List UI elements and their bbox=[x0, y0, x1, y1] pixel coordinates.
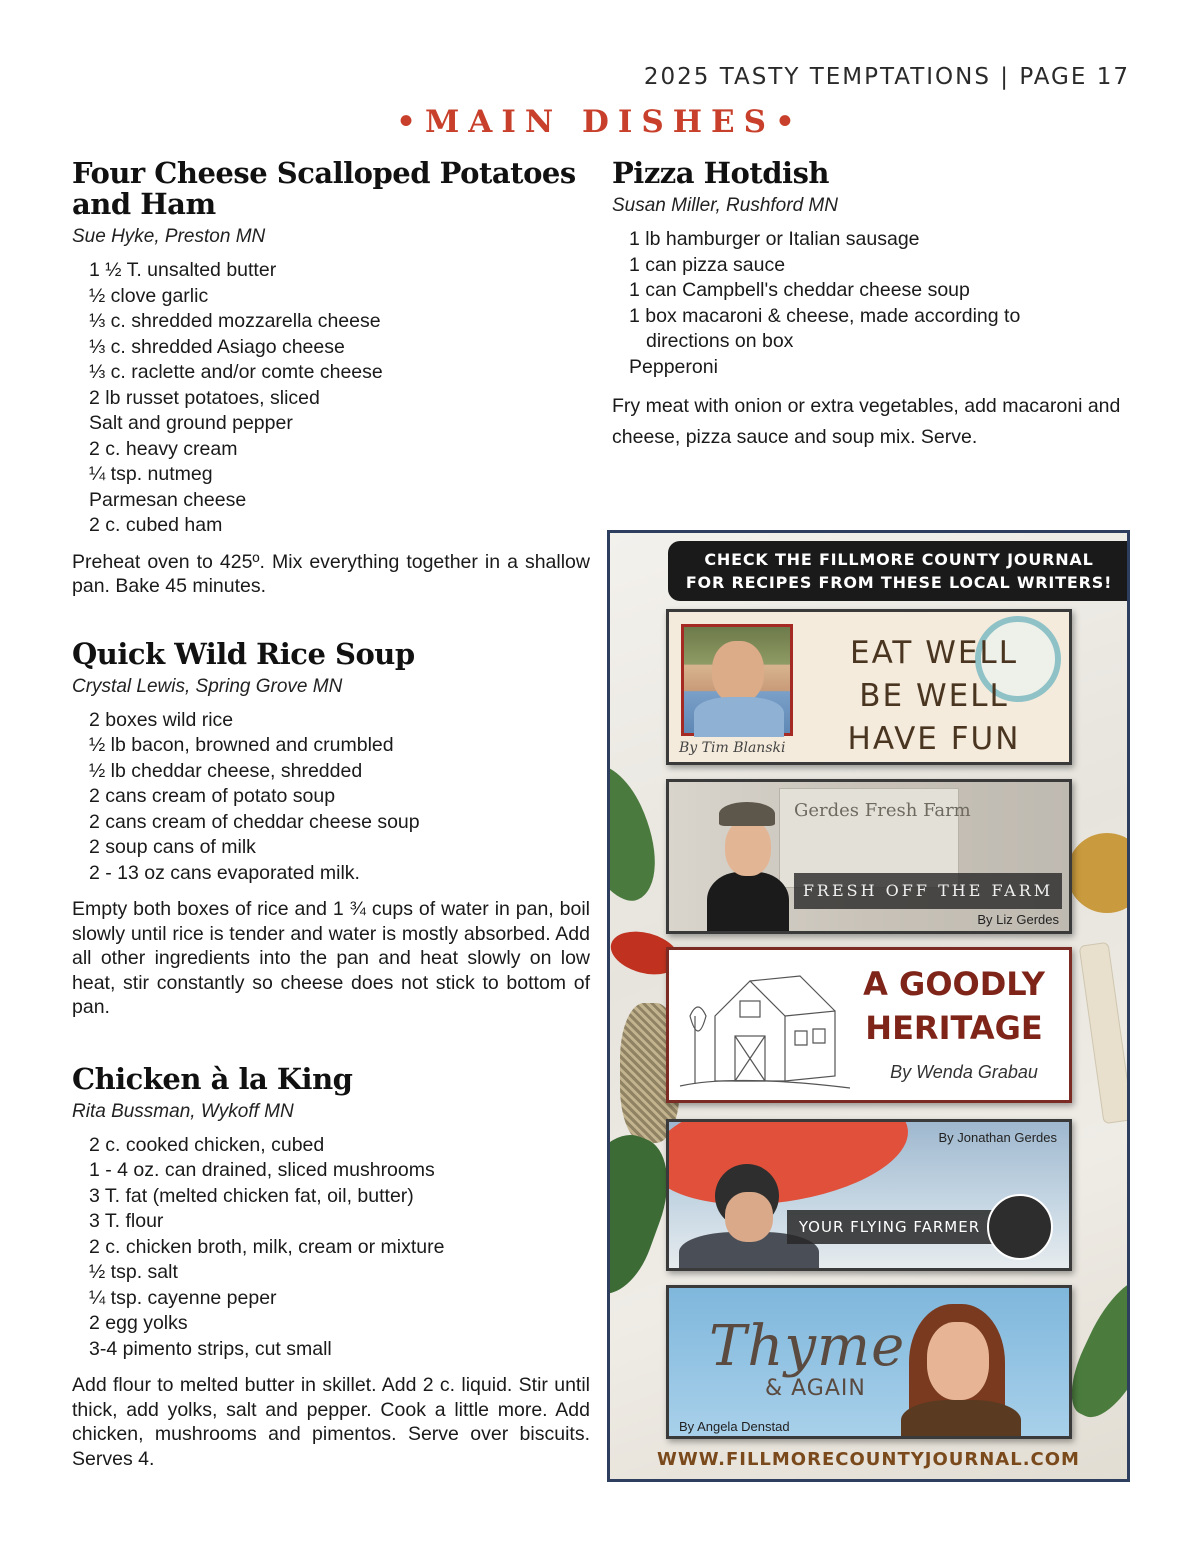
ingredient: ½ lb bacon, browned and crumbled bbox=[89, 734, 394, 756]
photo-face bbox=[712, 641, 764, 703]
ingredient: 2 c. cooked chicken, cubed bbox=[89, 1133, 325, 1156]
column-byline: By Liz Gerdes bbox=[977, 912, 1059, 927]
recipe-author: Crystal Lewis, Spring Grove MN bbox=[72, 675, 343, 697]
ingredient-continuation bbox=[629, 329, 1132, 355]
recipe-title: Quick Wild Rice Soup bbox=[72, 636, 415, 671]
recipe-author: Rita Bussman, Wykoff MN bbox=[72, 1100, 294, 1122]
author-photo bbox=[681, 624, 793, 736]
column-goodly-heritage[interactable] bbox=[666, 947, 1072, 1103]
recipe-author: Sue Hyke, Preston MN bbox=[72, 226, 266, 247]
recipe-directions: Empty both boxes of rice and 1 ¾ cups of water in pan, boil slowly until rice is tender and water is mostly absorbed. Add all other ingredients into the pan and heat slowly on low heat, stir constantly so cheese does not stick to bottom of pan. bbox=[72, 898, 590, 1018]
ingredient: 2 c. chicken broth, milk, cream or mixture bbox=[89, 1235, 445, 1258]
ingredient: ½ tsp. salt bbox=[89, 1261, 178, 1283]
title-line: HAVE FUN bbox=[847, 721, 1021, 757]
photo-cap bbox=[719, 802, 775, 826]
column-thyme-and-again[interactable] bbox=[666, 1285, 1072, 1439]
farm-logo-icon bbox=[987, 1194, 1053, 1260]
ingredient: 1 lb hamburger or Italian sausage bbox=[629, 228, 920, 250]
ingredient: 2 lb russet potatoes, sliced bbox=[89, 386, 320, 409]
right-column bbox=[612, 158, 1132, 453]
photo-face bbox=[725, 1192, 773, 1242]
ingredient: 2 soup cans of milk bbox=[89, 836, 256, 858]
recipe-directions: Fry meat with onion or extra vegetables, add macaroni and cheese, pizza sauce and soup mix. Serve. bbox=[612, 395, 1121, 448]
banner-line: CHECK THE FILLMORE COUNTY JOURNAL bbox=[704, 550, 1094, 569]
photo-body bbox=[901, 1400, 1021, 1439]
ingredient: 2 cans cream of cheddar cheese soup bbox=[89, 810, 420, 833]
column-title bbox=[819, 632, 1049, 761]
column-byline: By Angela Denstad bbox=[679, 1419, 790, 1434]
ingredient: 2 - 13 oz cans evaporated milk. bbox=[89, 861, 360, 884]
column-eat-well[interactable] bbox=[666, 609, 1072, 765]
ingredient: 3-4 pimento strips, cut small bbox=[89, 1337, 332, 1360]
ingredient: 1 - 4 oz. can drained, sliced mushrooms bbox=[89, 1159, 435, 1181]
recipe-directions: Preheat oven to 425º. Mix everything together in a shallow pan. Bake 45 minutes. bbox=[72, 550, 590, 597]
column-flying-farmer[interactable] bbox=[666, 1119, 1072, 1271]
ingredient: 1 box macaroni & cheese, made according to bbox=[629, 304, 1021, 327]
ingredient-continued-text: directions on box bbox=[646, 330, 794, 352]
column-byline: By Jonathan Gerdes bbox=[938, 1130, 1057, 1145]
ingredient: ½ lb cheddar cheese, shredded bbox=[89, 759, 363, 782]
ingredient: 2 c. heavy cream bbox=[89, 437, 238, 460]
ingredient: ⅓ c. shredded Asiago cheese bbox=[89, 335, 345, 358]
recipe-title: Four Cheese Scalloped Potatoes and Ham bbox=[72, 156, 576, 221]
ingredient: 1 ½ T. unsalted butter bbox=[89, 259, 277, 281]
photo-body bbox=[707, 872, 789, 934]
ingredient: Salt and ground pepper bbox=[89, 412, 293, 434]
title-line: EAT WELL bbox=[850, 635, 1018, 671]
ingredient: ¼ tsp. nutmeg bbox=[89, 463, 213, 485]
ingredient-list bbox=[629, 227, 1132, 380]
farm-sign-text: Gerdes Fresh Farm bbox=[794, 800, 971, 821]
ingredient: Pepperoni bbox=[629, 355, 718, 378]
photo-face bbox=[725, 820, 771, 876]
recipe-title: Chicken à la King bbox=[72, 1061, 353, 1096]
column-title: YOUR FLYING FARMER bbox=[787, 1210, 992, 1244]
ingredient-list bbox=[89, 258, 590, 539]
column-title: FRESH OFF THE FARM bbox=[794, 873, 1062, 909]
ingredient: ⅓ c. raclette and/or comte cheese bbox=[89, 361, 383, 383]
column-byline: By Wenda Grabau bbox=[890, 1062, 1038, 1082]
ingredient: 1 can Campbell's cheddar cheese soup bbox=[629, 279, 970, 301]
recipe-directions: Add flour to melted butter in skillet. Add 2 c. liquid. Stir until thick, add yolks, salt and pepper. Cook a little more. Add chicken, mushrooms and pimentos. Serve over biscuits. Serves 4. bbox=[72, 1374, 590, 1470]
paraglider-wing bbox=[666, 1119, 915, 1220]
column-subtitle: & AGAIN bbox=[765, 1376, 866, 1401]
recipe-author: Susan Miller, Rushford MN bbox=[612, 195, 838, 216]
author-photo bbox=[689, 802, 799, 934]
ingredient: ½ clove garlic bbox=[89, 284, 209, 307]
ingredient: 3 T. fat (melted chicken fat, oil, butter) bbox=[89, 1184, 414, 1207]
column-title: Thyme bbox=[709, 1314, 906, 1379]
recipe-pizza-hotdish bbox=[612, 158, 1132, 453]
ingredient: 1 can pizza sauce bbox=[629, 253, 786, 276]
section-title: •MAIN DISHES• bbox=[396, 104, 804, 140]
ingredient-list bbox=[89, 1133, 590, 1363]
photo-face bbox=[927, 1322, 989, 1400]
barn-sketch-icon bbox=[675, 956, 855, 1096]
recipe-title: Pizza Hotdish bbox=[612, 156, 829, 190]
recipe-scalloped-potatoes bbox=[72, 158, 590, 599]
ad-banner bbox=[668, 541, 1130, 601]
ingredient: 2 c. cubed ham bbox=[89, 514, 223, 536]
recipe-wild-rice-soup bbox=[72, 636, 590, 1020]
banner-line: FOR RECIPES FROM THESE LOCAL WRITERS! bbox=[685, 573, 1113, 592]
ingredient: 2 cans cream of potato soup bbox=[89, 785, 336, 807]
ingredient-list bbox=[89, 708, 590, 887]
title-line: A GOODLY bbox=[863, 965, 1045, 1003]
ingredient: ¼ tsp. cayenne peper bbox=[89, 1286, 277, 1309]
journal-url-link[interactable]: WWW.FILLMORECOUNTYJOURNAL.COM bbox=[657, 1449, 1080, 1470]
ingredient: ⅓ c. shredded mozzarella cheese bbox=[89, 310, 381, 332]
title-line: BE WELL bbox=[859, 678, 1009, 714]
fillmore-journal-ad[interactable] bbox=[607, 530, 1130, 1482]
column-fresh-off-the-farm[interactable] bbox=[666, 779, 1072, 934]
title-line: HERITAGE bbox=[865, 1009, 1043, 1047]
photo-shirt bbox=[694, 697, 784, 737]
column-title bbox=[849, 962, 1059, 1050]
ingredient: 2 boxes wild rice bbox=[89, 708, 234, 731]
ingredient: 3 T. flour bbox=[89, 1210, 164, 1232]
page-header: 2025 TASTY TEMPTATIONS | PAGE 17 bbox=[643, 64, 1130, 90]
left-column bbox=[72, 158, 590, 1471]
stick-decoration bbox=[1079, 942, 1130, 1124]
ingredient: 2 egg yolks bbox=[89, 1312, 188, 1334]
spice-decoration bbox=[1067, 833, 1130, 913]
column-byline: By Tim Blanski bbox=[679, 740, 786, 756]
ingredient: Parmesan cheese bbox=[89, 488, 247, 511]
recipe-chicken-a-la-king bbox=[72, 1061, 590, 1472]
